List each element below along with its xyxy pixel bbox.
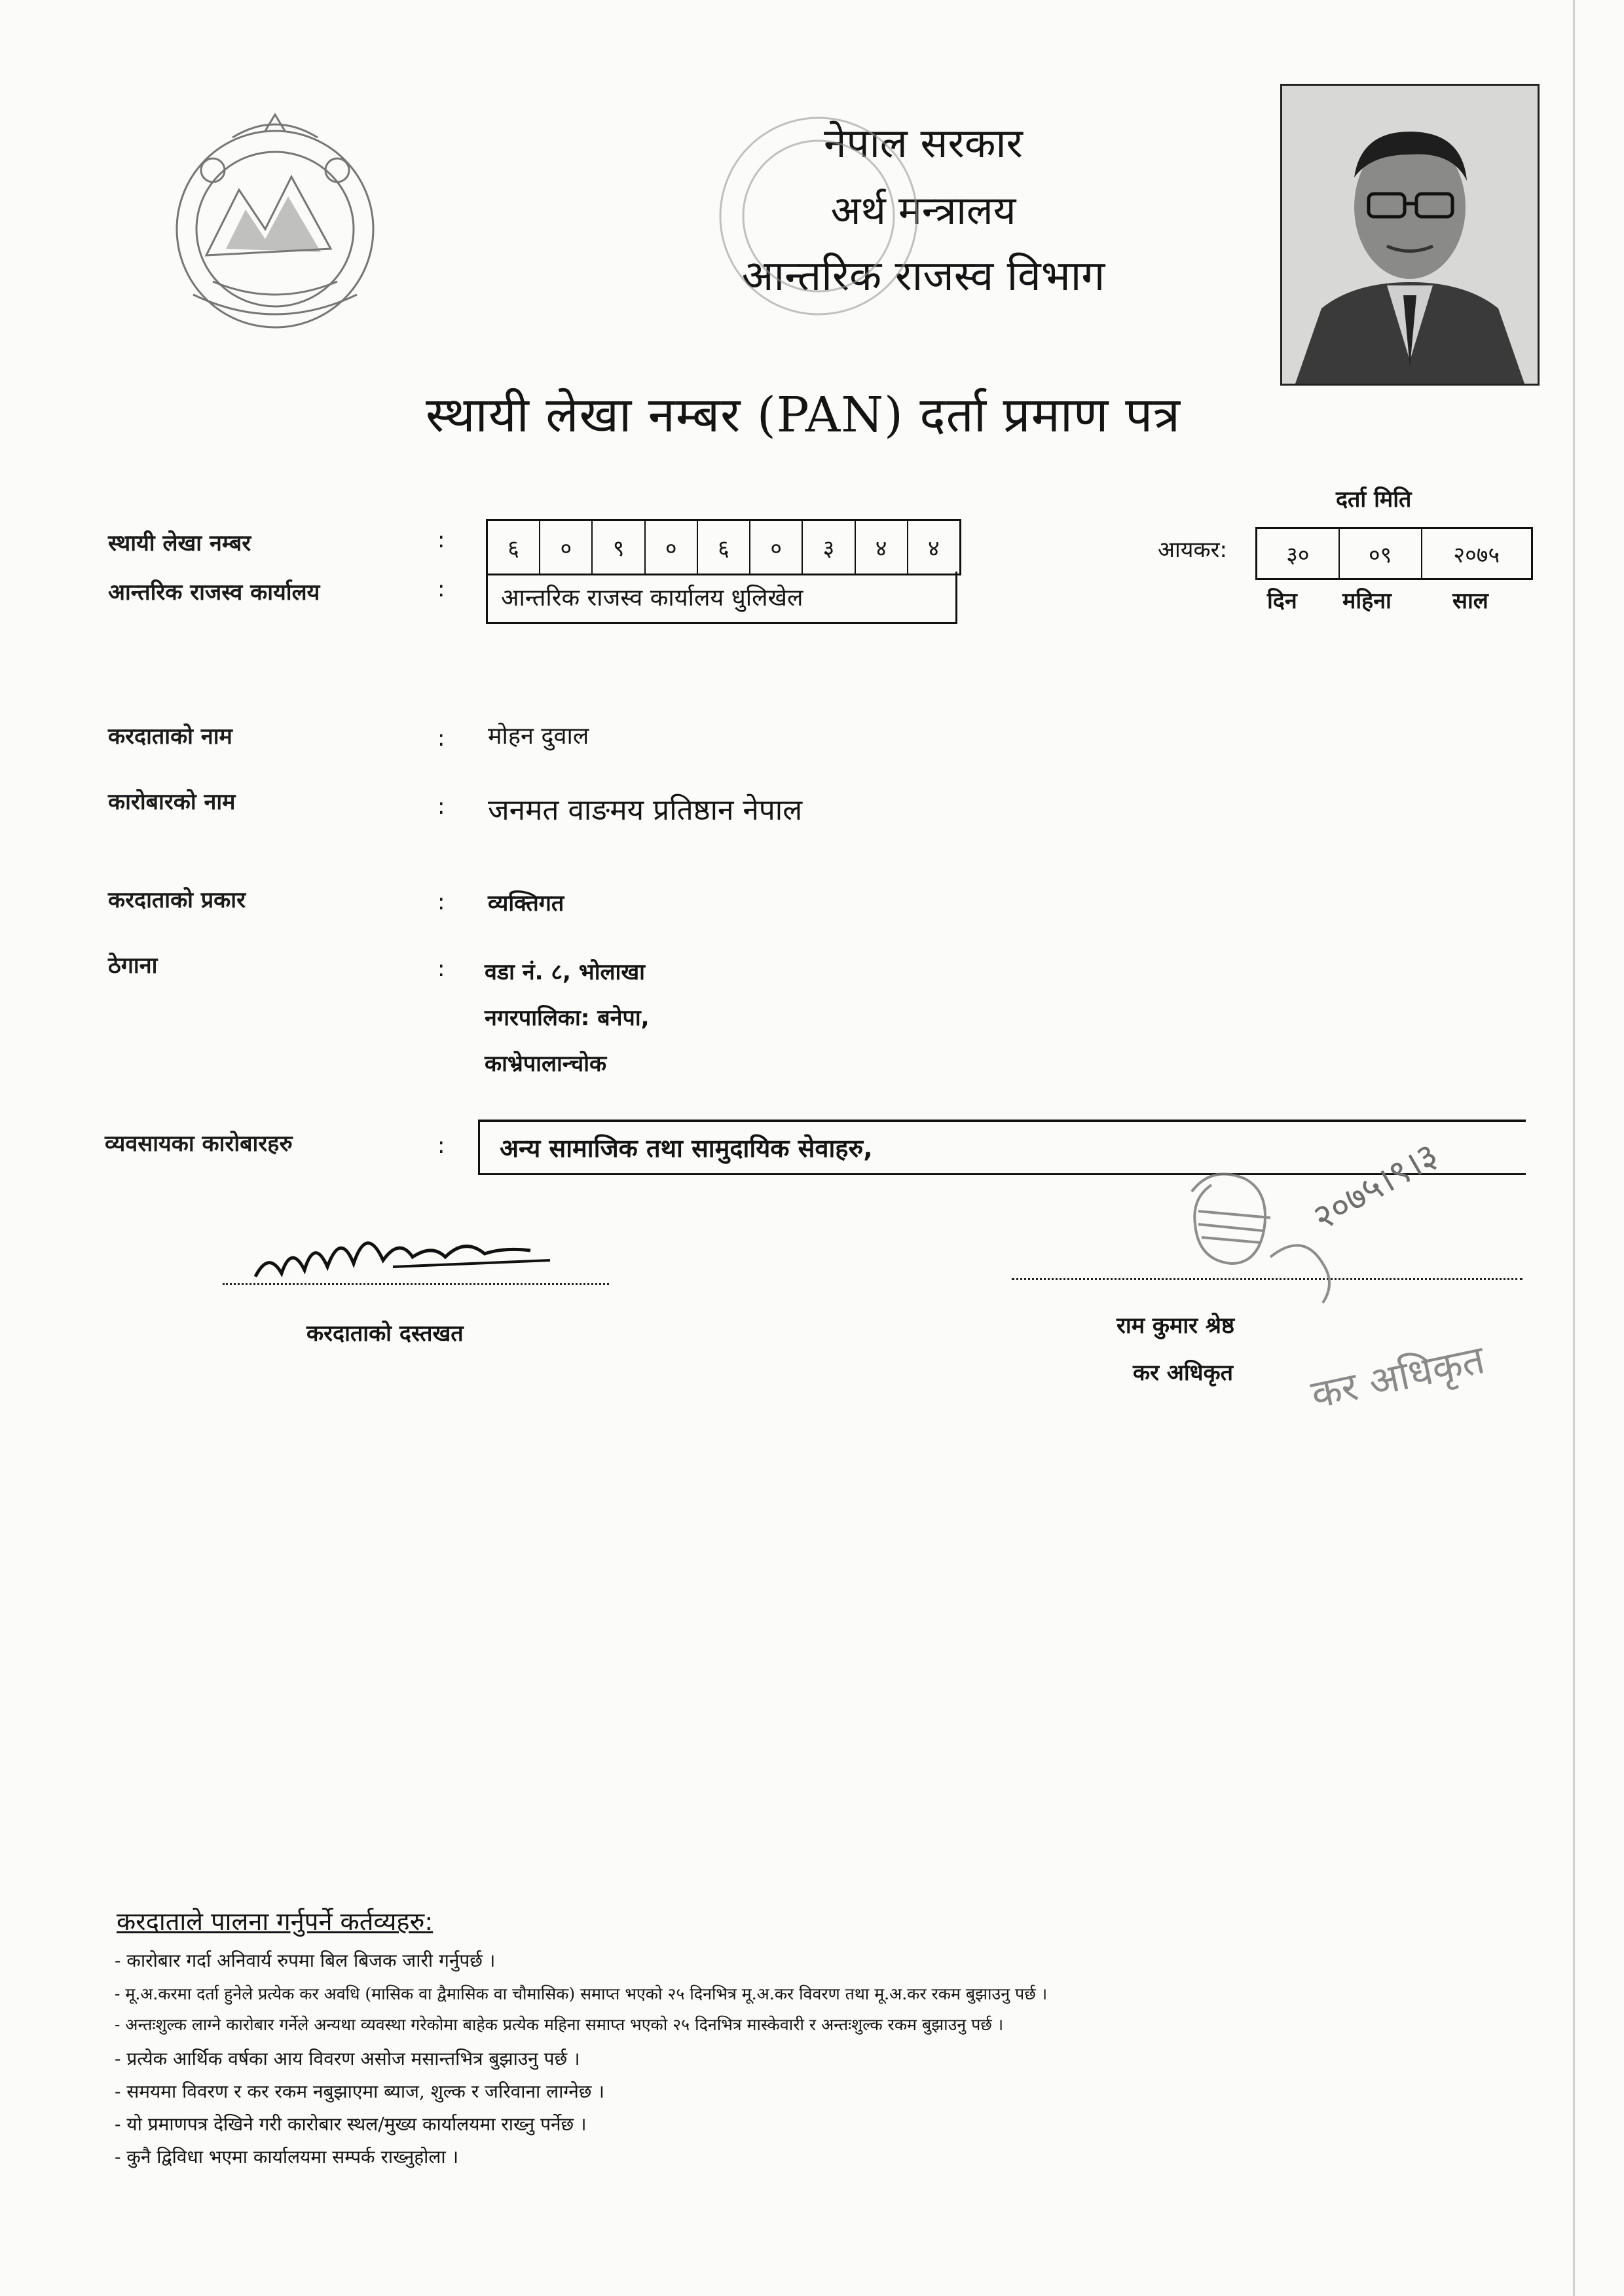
officer-stamp-date: २०७५।९।३ xyxy=(1306,1134,1445,1239)
duty-item: - कारोबार गर्दा अनिवार्य रुपमा बिल बिजक जारी गर्नुपर्छ । xyxy=(115,1950,496,1971)
address-line-1: वडा नं. ८, भोलाखा xyxy=(485,959,645,985)
nepal-emblem-icon xyxy=(134,98,416,347)
registration-date-heading: दर्ता मिति xyxy=(1336,486,1412,513)
business-activities-box: अन्य सामाजिक तथा सामुदायिक सेवाहरु, xyxy=(478,1120,1526,1175)
address-label: ठेगाना xyxy=(108,953,158,979)
pan-digit: ० xyxy=(540,521,593,574)
pan-label: स्थायी लेखा नम्बर xyxy=(108,530,251,556)
pan-digit: ३ xyxy=(803,521,855,574)
taxpayer-type-label: करदाताको प्रकार xyxy=(108,887,246,913)
date-month: ०९ xyxy=(1340,529,1422,578)
duty-item: - समयमा विवरण र कर रकम नबुझाएमा ब्याज, शुल्क र जरिवाना लाग्नेछ । xyxy=(115,2081,604,2102)
date-day: ३० xyxy=(1257,529,1340,578)
date-year-label: साल xyxy=(1452,588,1488,614)
address-line-2: नगरपालिका: बनेपा, xyxy=(485,1005,650,1031)
scan-edge xyxy=(1573,0,1575,2296)
business-name-label: कारोबारको नाम xyxy=(108,789,236,815)
taxpayer-signature-line xyxy=(223,1283,609,1285)
address-line-3: काभ्रेपालान्चोक xyxy=(485,1051,607,1077)
address-colon: : xyxy=(437,956,445,982)
registration-date-box xyxy=(1255,527,1533,580)
business-activities-colon: : xyxy=(437,1133,445,1159)
certificate-title: स्थायी लेखा नम्बर (PAN) दर्ता प्रमाण पत्र xyxy=(426,387,1181,443)
business-name-value: जनमत वाङमय प्रतिष्ठान नेपाल xyxy=(488,793,803,827)
pan-number-box xyxy=(486,519,961,575)
officer-stamp-text: कर अधिकृत xyxy=(1307,1336,1489,1419)
tax-type-label: आयकर: xyxy=(1158,537,1227,563)
duties-heading: करदाताले पालना गर्नुपर्ने कर्तव्यहरु: xyxy=(117,1907,434,1936)
pan-digit: ४ xyxy=(928,536,940,562)
taxpayer-type-colon: : xyxy=(437,889,445,915)
business-activities-label: व्यवसायका कारोबारहरु xyxy=(105,1131,293,1157)
date-month-label: महिना xyxy=(1342,588,1392,614)
taxpayer-name-colon: : xyxy=(437,725,445,752)
taxpayer-name-value: मोहन दुवाल xyxy=(488,723,589,750)
duty-item: - मू.अ.करमा दर्ता हुनेले प्रत्येक कर अवधि (मासिक वा द्वैमासिक वा चौमासिक) समाप्त भएको २५ दिनभित्र मू.अ.कर विवरण तथा मू.अ.कर रकम बुझाउनु पर्छ । xyxy=(115,1984,1048,2003)
pan-digit: ४ xyxy=(856,521,908,574)
pan-digit: ० xyxy=(646,521,698,574)
office-value-box: आन्तरिक राजस्व कार्यालय धुलिखेल xyxy=(486,572,957,624)
duty-item: - कुनै द्विविधा भएमा कार्यालयमा सम्पर्क राख्नुहोला । xyxy=(115,2146,459,2168)
gov-line-1: नेपाल सरकार xyxy=(824,119,1023,167)
officer-title: कर अधिकृत xyxy=(1133,1360,1234,1386)
pan-digit: ६ xyxy=(698,521,750,574)
taxpayer-name-label: करदाताको नाम xyxy=(108,723,232,750)
business-name-colon: : xyxy=(437,793,445,820)
office-colon: : xyxy=(437,576,445,602)
gov-line-3: आन्तरिक राजस्व विभाग xyxy=(741,252,1105,301)
taxpayer-type-value: व्यक्तिगत xyxy=(488,890,564,917)
department-seal-icon xyxy=(714,98,923,334)
duty-item: - अन्तःशुल्क लाग्ने कारोबार गर्नेले अन्यथा व्यवस्था गरेकोमा बाहेक प्रत्येक महिना समाप्त भएको २५ दिनभित्र मास्केवारी र अन्तःशुल्क रकम बुझाउनु पर्छ । xyxy=(115,2015,1004,2034)
taxpayer-signature-label: करदाताको दस्तखत xyxy=(306,1321,464,1347)
duty-item: - यो प्रमाणपत्र देखिने गरी कारोबार स्थल/मुख्य कार्यालयमा राख्नु पर्नेछ । xyxy=(115,2113,587,2135)
date-year: २०७५ xyxy=(1453,541,1500,568)
officer-name: राम कुमार श्रेष्ठ xyxy=(1116,1313,1234,1339)
pan-digit: ९ xyxy=(593,521,645,574)
gov-line-2: अर्थ मन्त्रालय xyxy=(830,188,1016,234)
pan-colon: : xyxy=(437,527,445,553)
pan-digit: ० xyxy=(750,521,803,574)
taxpayer-photo xyxy=(1280,84,1540,386)
office-label: आन्तरिक राजस्व कार्यालय xyxy=(108,579,320,606)
date-day-label: दिन xyxy=(1267,588,1297,614)
pan-digit: ६ xyxy=(488,521,540,574)
duty-item: - प्रत्येक आर्थिक वर्षका आय विवरण असोज मसान्तभित्र बुझाउनु पर्छ । xyxy=(115,2048,580,2069)
